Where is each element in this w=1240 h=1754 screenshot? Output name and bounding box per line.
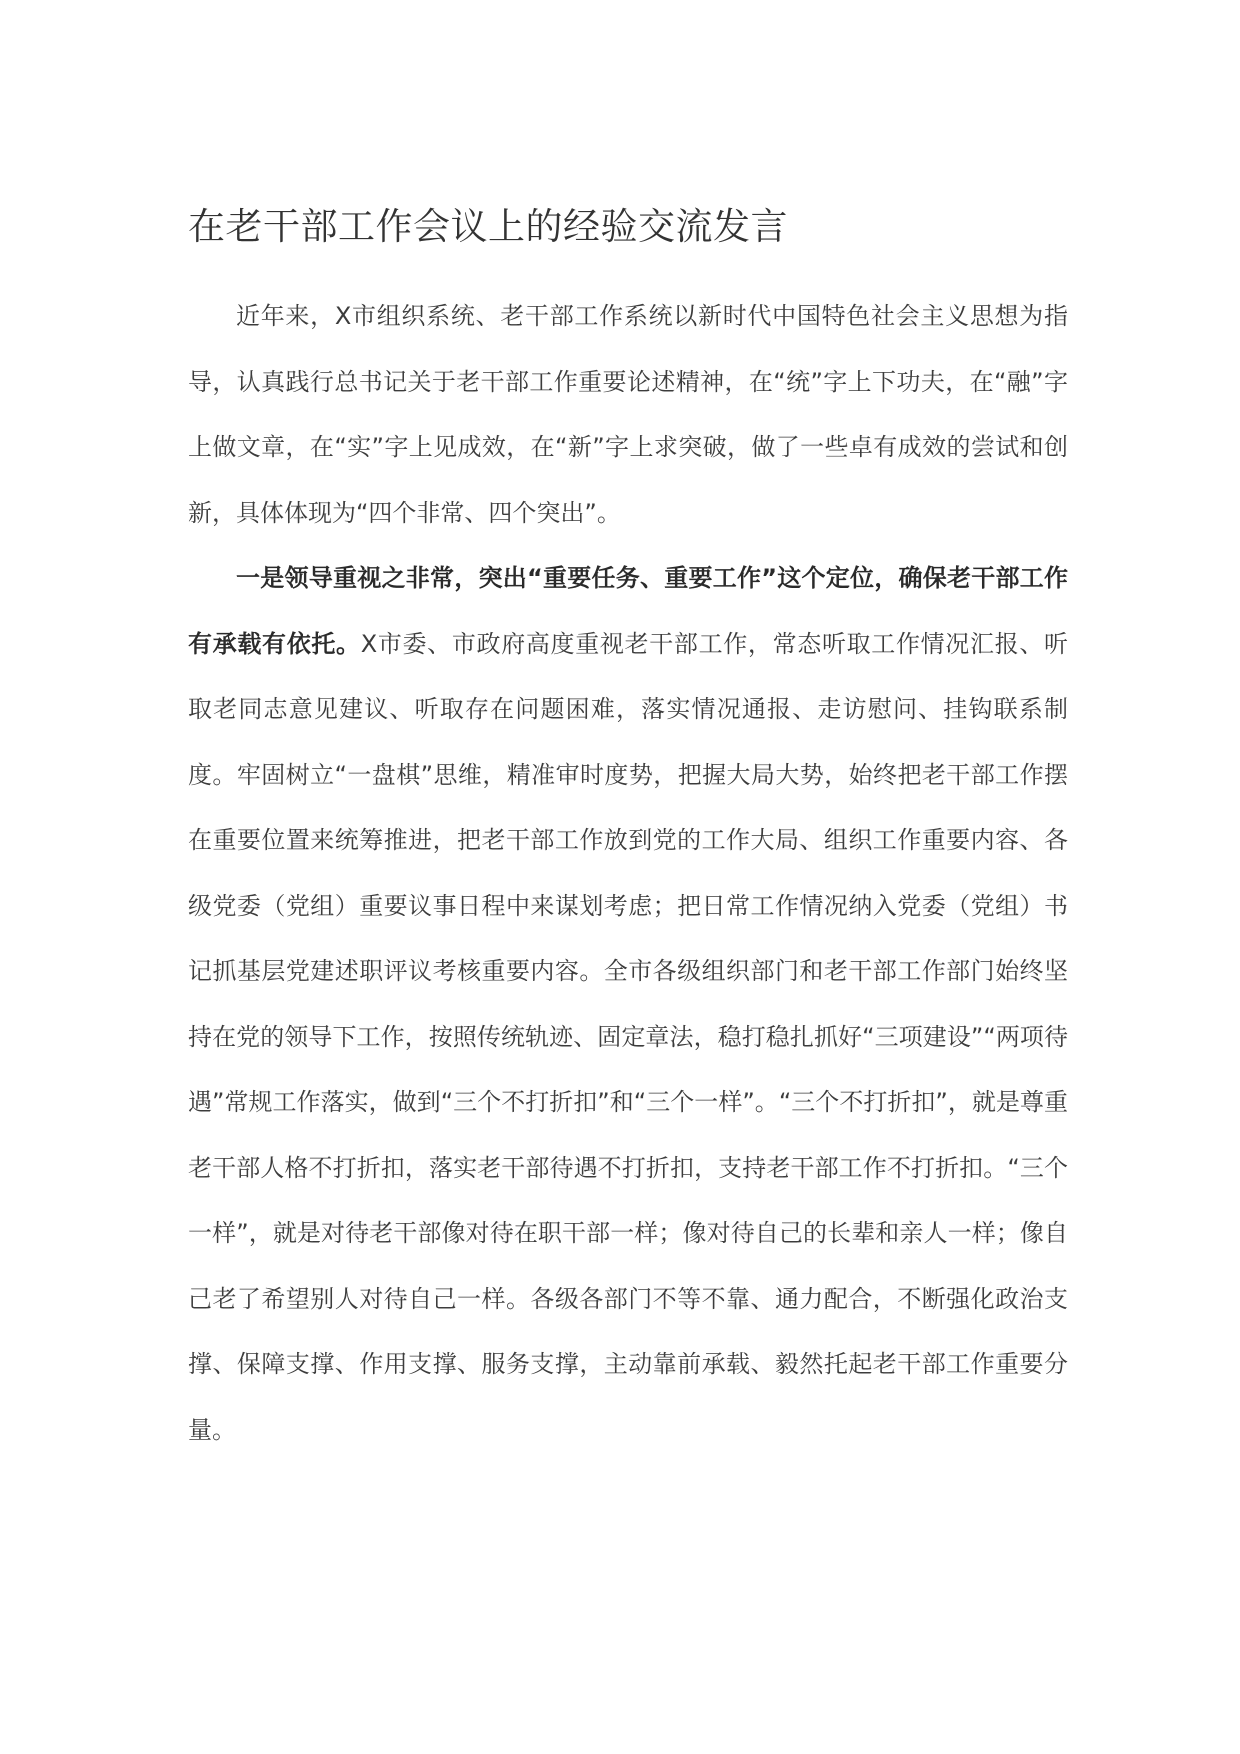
paragraph-point-one	[188, 546, 1068, 1463]
document-title: 在老干部工作会议上的经验交流发言	[188, 205, 788, 248]
paragraph-lead: 一是领导重视之非常，突出“重要任务、重要工作”这个定位，确保老干部工作有承载有依托。	[188, 564, 1068, 658]
document-body	[188, 196, 1068, 1463]
paragraph-intro	[188, 284, 1068, 546]
paragraph-text: X市委、市政府高度重视老干部工作，常态听取工作情况汇报、听取老同志意见建议、听取存在问题困难，落实情况通报、走访慰问、挂钩联系制度。牢固树立“一盘棋”思维，精准审时度势，把握大局大势，始终把老干部工作摆在重要位置来统筹推进，把老干部工作放到党的工作大局、组织工作重要内容、各级党委（党组）重要议事日程中来谋划考虑；把日常工作情况纳入党委（党组）书记抓基层党建述职评议考核重要内容。全市各级组织部门和老干部工作部门始终坚持在党的领导下工作，按照传统轨迹、固定章法，稳打稳扎抓好“三项建设”“两项待遇”常规工作落实，做到“三个不打折扣”和“三个一样”。“三个不打折扣”，就是尊重老干部人格不打折扣，落实老干部待遇不打折扣，支持老干部工作不打折扣。“三个一样”，就是对待老干部像对待在职干部一样；像对待自己的长辈和亲人一样；像自己老了希望别人对待自己一样。各级各部门不等不靠、通力配合，不断强化政治支撑、保障支撑、作用支撑、服务支撑，主动靠前承载、毅然托起老干部工作重要分量。	[188, 629, 1068, 1444]
paragraph-text: 近年来，X市组织系统、老干部工作系统以新时代中国特色社会主义思想为指导，认真践行总书记关于老干部工作重要论述精神，在“统”字上下功夫，在“融”字上做文章，在“实”字上见成效，在“新”字上求突破，做了一些卓有成效的尝试和创新，具体体现为“四个非常、四个突出”。	[188, 302, 1068, 527]
